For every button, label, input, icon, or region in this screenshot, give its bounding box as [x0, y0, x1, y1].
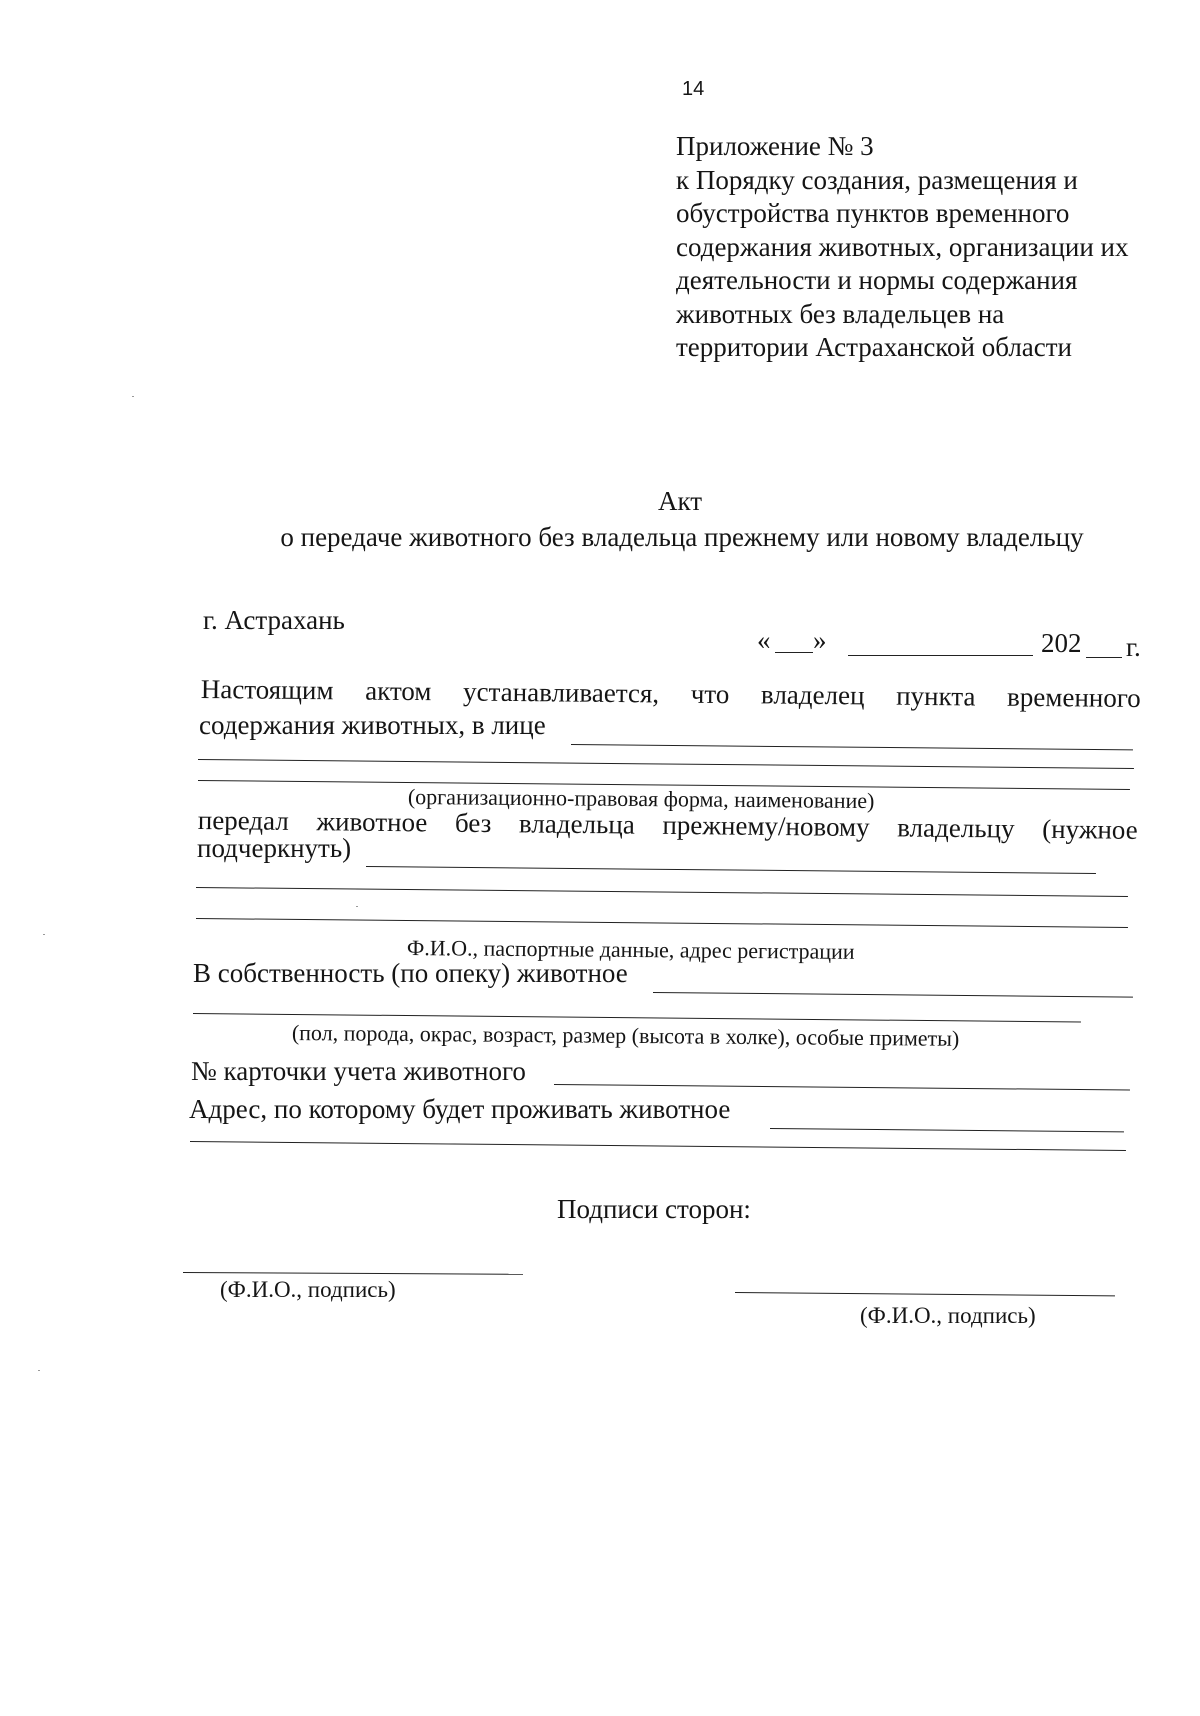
representative-blank	[571, 744, 1133, 750]
date-year-blank	[1086, 657, 1122, 658]
caption-person: Ф.И.О., паспортные данные, адрес регистрации	[406, 935, 855, 964]
appendix-block	[676, 130, 1129, 365]
scan-speck	[356, 906, 358, 907]
recipient-blank-2	[196, 887, 1128, 897]
date-month-blank	[848, 655, 1033, 656]
scan-speck	[132, 396, 134, 397]
address-blank-1	[770, 1128, 1124, 1132]
document-title: Акт	[657, 486, 703, 516]
appendix-line: Приложение № 3	[676, 131, 874, 161]
scan-speck	[38, 1370, 40, 1371]
recipient-blank-1	[366, 866, 1096, 874]
appendix-line: животных без владельцев на	[676, 298, 1005, 329]
paragraph-1-line-2: содержания животных, в лице	[199, 710, 546, 740]
recipient-blank-3	[196, 918, 1128, 928]
appendix-line: содержания животных, организации их	[676, 231, 1129, 262]
left-signature-line	[183, 1272, 523, 1275]
date-open-quote: «	[757, 625, 771, 655]
card-number-label: № карточки учета животного	[191, 1056, 526, 1086]
page-number: 14	[682, 78, 705, 100]
document-subtitle: о передаче животного без владельца прежнему или новому владельцу	[280, 522, 1084, 552]
ownership-label: В собственность (по опеку) животное	[193, 958, 628, 988]
appendix-line: территории Астраханской области	[676, 332, 1073, 362]
left-signature-caption: (Ф.И.О., подпись)	[220, 1277, 396, 1302]
right-signature-line	[735, 1292, 1115, 1296]
paragraph-2-line-2: подчеркнуть)	[197, 833, 352, 863]
appendix-line: к Порядку создания, размещения и	[676, 164, 1078, 195]
paragraph-2-line-1: передал животное без владельца прежнему/новому владельцу (нужное	[197, 805, 1138, 845]
appendix-line: деятельности и нормы содержания	[676, 265, 1078, 295]
right-signature-caption: (Ф.И.О., подпись)	[860, 1303, 1036, 1328]
date-year-suffix: г.	[1126, 632, 1141, 662]
scan-speck	[43, 934, 45, 935]
address-blank-2	[190, 1141, 1126, 1151]
caption-animal: (пол, порода, окрас, возраст, размер (высота в холке), особые приметы)	[291, 1020, 960, 1051]
card-number-blank	[554, 1084, 1130, 1091]
animal-blank-1	[653, 992, 1133, 998]
appendix-line: обустройства пунктов временного	[676, 198, 1070, 228]
caption-organization: (организационно-правовая форма, наименование)	[407, 784, 875, 814]
city-label: г. Астрахань	[203, 605, 345, 635]
paragraph-1-line-1: Настоящим актом устанавливается, что владелец пункта временного	[200, 674, 1141, 714]
address-label: Адрес, по которому будет проживать животное	[189, 1094, 731, 1124]
date-close-quote: »	[813, 625, 827, 655]
date-day-blank	[775, 652, 813, 653]
organization-blank-1	[198, 759, 1134, 769]
signatures-title: Подписи сторон:	[557, 1194, 751, 1224]
date-year-prefix: 202	[1041, 628, 1082, 658]
